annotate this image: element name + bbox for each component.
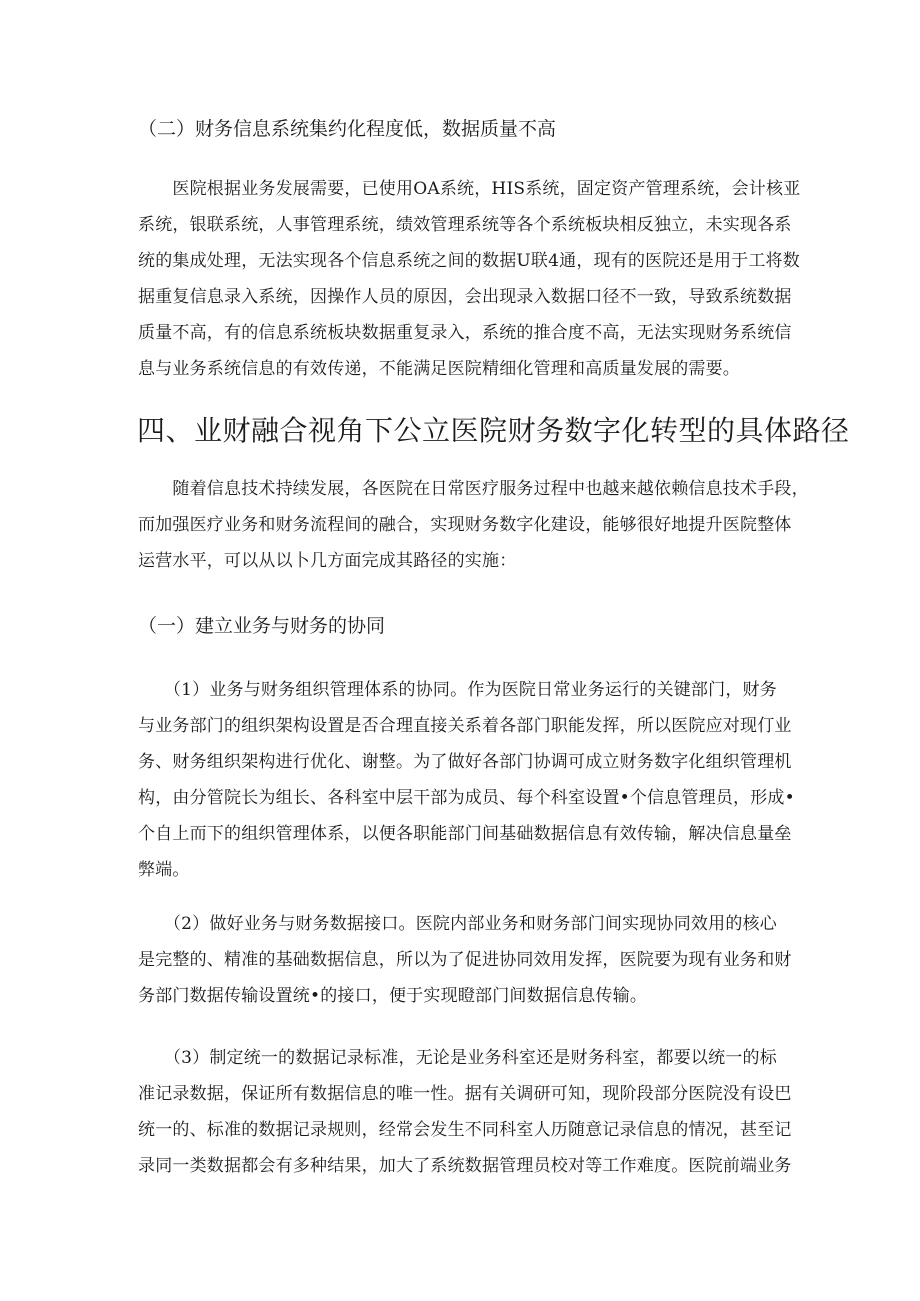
text-line: 运营水平，可以从以卜几方面完成其路径的实施： bbox=[138, 551, 517, 571]
text-line: 弊端。 bbox=[138, 860, 190, 880]
chapter-heading-4: 四、业财融合视角下公立医院财务数字化转型的具体路径 bbox=[137, 414, 850, 447]
text-line: 与业务部门的组织架构设置是否合理直接关系着各部门职能发挥，所以医院应对现仃业 bbox=[138, 716, 792, 736]
text-line: 统一的、标准的数据记录规则，经常会发生不同科室人历随意记录信息的情况，甚至记 bbox=[138, 1120, 792, 1140]
text-line: 随着信息技术持续发展，各医院在日常医疗服务过程中也越来越依赖信息技术手段， bbox=[138, 479, 809, 499]
text-line: （2）做好业务与财务数据接口。医院内部业务和财务部门间实现协同效用的核心 bbox=[138, 914, 777, 934]
text-line: 医院根据业务发展需要，已使用OA系统，HIS系统，固定资产管理系统，会计核亚 bbox=[138, 179, 801, 199]
text-line: （1）业务与财务组织管理体系的协同。作为医院日常业务运行的关键部门，财务 bbox=[138, 680, 777, 700]
section-heading-1: （一）建立业务与财务的协同 bbox=[138, 615, 386, 637]
text-line: 构，由分管院长为组长、各科室中层干部为成员、每个科室设置•个信息管理员，形成• bbox=[138, 788, 795, 808]
text-line: 是完整的、精准的基础数据信息，所以为了促进协同效用发挥，医院要为现有业务和财 bbox=[138, 950, 792, 970]
text-line: 个自上而下的组织管理体系，以便各职能部门间基础数据信息有效传输，解决信息量垒 bbox=[138, 824, 792, 844]
section-heading-2: （二）财务信息系统集约化程度低，数据质量不高 bbox=[138, 118, 557, 140]
text-line: 务部门数据传输设置统•的接口，便于实现瞪部门间数据信息传输。 bbox=[138, 986, 648, 1006]
text-line: （3）制定统一的数据记录标准，无论是业务科室还是财务科室，都要以统一的标 bbox=[138, 1048, 777, 1068]
paragraph-item-1 bbox=[138, 672, 795, 888]
paragraph-item-3 bbox=[138, 1040, 792, 1184]
text-line: 录同一类数据都会有多种结果，加大了系统数据管理员校对等工作难度。医院前端业务 bbox=[138, 1156, 792, 1176]
text-line: 准记录数据，保证所有数据信息的唯一性。据有关调研可知，现阶段部分医院没有设巴 bbox=[138, 1084, 792, 1104]
paragraph-system-integration bbox=[138, 171, 801, 387]
paragraph-item-2 bbox=[138, 906, 792, 1014]
text-line: 据重复信息录入系统，因操作人员的原因，会出现录入数据口径不一致，导致系统数据 bbox=[138, 287, 792, 307]
text-line: 质量不高，有的信息系统板块数据重复录入，系统的推合度不高，无法实现财务系统信 bbox=[138, 323, 792, 343]
text-line: 务、财务组织架构进行优化、谢整。为了做好各部门协调可成立财务数字化组织管理机 bbox=[138, 752, 792, 772]
text-line: 系统，银联系统，人事管理系统，绩效管理系统等各个系统板块相反独立，未实现各系 bbox=[138, 215, 792, 235]
text-line: 统的集成处理，无法实现各个信息系统之间的数据U联4通，现有的医院还是用于工将数 bbox=[138, 251, 800, 271]
paragraph-intro-path bbox=[138, 471, 809, 579]
text-line: 息与业务系统信息的有效传递，不能满足医院精细化管理和高质量发展的需要。 bbox=[138, 359, 740, 379]
text-line: 而加强医疗业务和财务流程间的融合，实现财务数字化建设，能够很好地提升医院整体 bbox=[138, 515, 792, 535]
